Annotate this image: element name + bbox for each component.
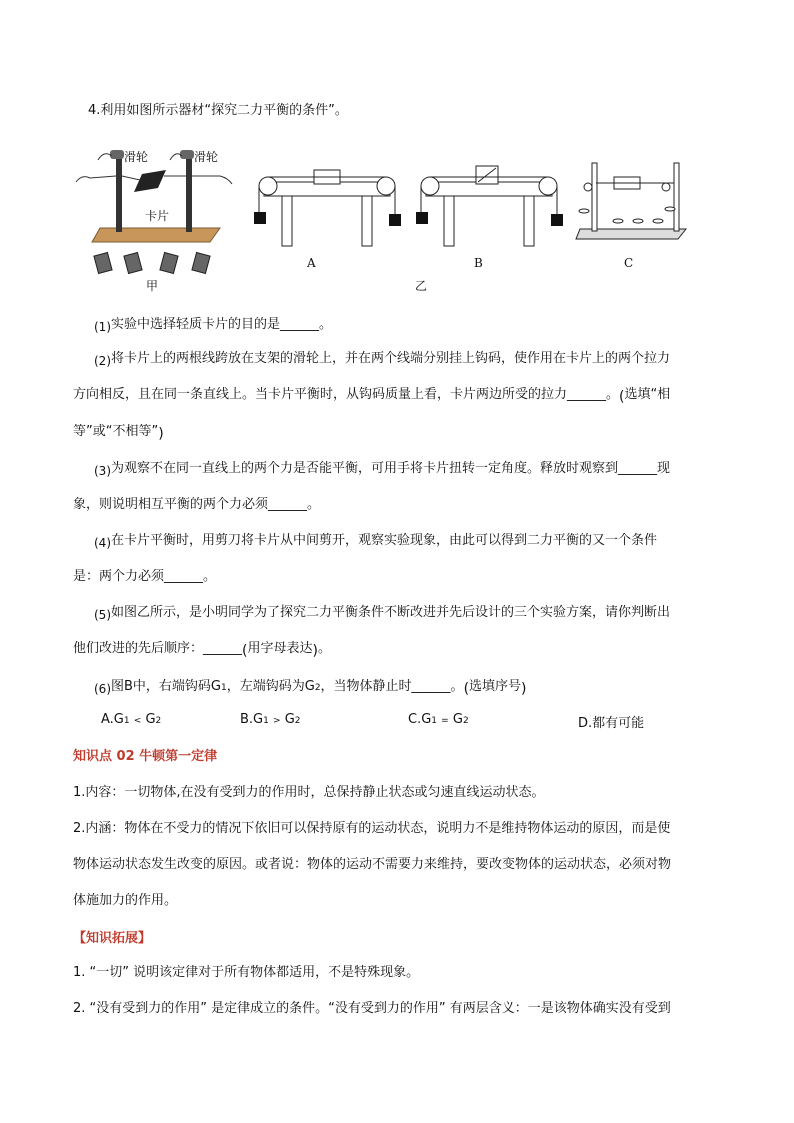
item-3-line-1: (3)为观察不在同一直线上的两个力是否能平衡，可用手将卡片扭转一定角度。释放时观察到______现 xyxy=(94,461,671,478)
option-d: D.都有可能 xyxy=(578,716,645,731)
label-card: 卡片 xyxy=(145,209,170,223)
item-2-line-2: 方向相反，且在同一条直线上。当卡片平衡时，从钩码质量上看，卡片两边所受的拉力______。(选填“相 xyxy=(73,387,671,405)
item-5-line-1: (5)如图乙所示，是小明同学为了探究二力平衡条件不断改进并先后设计的三个实验方案，请你判断出 xyxy=(94,605,671,622)
caption-yi: 乙 xyxy=(415,279,428,293)
option-c: C.G1 = G2 xyxy=(408,712,469,727)
caption-jia: 甲 xyxy=(146,279,159,293)
expand-1: 1. “一切” 说明该定律对于所有物体都适用，不是特殊现象。 xyxy=(73,965,420,980)
item-1: (1)实验中选择轻质卡片的目的是______。 xyxy=(94,317,333,334)
caption-a: A xyxy=(307,256,316,270)
option-a: A.G1 < G2 xyxy=(101,712,162,727)
content-2-line-1: 2.内涵：物体在不受力的情况下依旧可以保持原有的运动状态，说明力不是维持物体运动的原因，而是使 xyxy=(73,821,671,836)
item-5-line-2: 他们改进的先后顺序：______(用字母表达)。 xyxy=(73,641,331,659)
question-title: 4.利用如图所示器材“探究二力平衡的条件”。 xyxy=(88,103,348,118)
item-4-line-2: 是：两个力必须______。 xyxy=(73,569,217,584)
caption-c: C xyxy=(624,256,634,270)
option-b: B.G1 > G2 xyxy=(240,712,301,727)
label-pulley-right: 滑轮 xyxy=(194,150,219,164)
item-2-line-3: 等”或“不相等”) xyxy=(73,424,164,442)
item-4-line-1: (4)在卡片平衡时，用剪刀将卡片从中间剪开，观察实验现象，由此可以得到二力平衡的又一个条件 xyxy=(94,533,658,550)
item-3-line-2: 象，则说明相互平衡的两个力必须______。 xyxy=(73,497,321,512)
expand-heading: 【知识拓展】 xyxy=(73,931,152,946)
item-2-line-1: (2)将卡片上的两根线跨放在支架的滑轮上，并在两个线端分别挂上钩码，使作用在卡片上的两个拉力 xyxy=(94,351,671,368)
figure-yi-c xyxy=(574,155,694,245)
item-6: (6)图B中，右端钩码G1，左端钩码为G2，当物体静止时______。(选填序号) xyxy=(94,679,527,697)
content-1: 1.内容：一切物体,在没有受到力的作用时，总保持静止状态或匀速直线运动状态。 xyxy=(73,785,545,800)
content-2-line-2: 物体运动状态发生改变的原因。或者说：物体的运动不需要力来维持，要改变物体的运动状态，必须对物 xyxy=(73,857,672,872)
label-pulley-left: 滑轮 xyxy=(124,150,149,164)
figure-yi-b xyxy=(414,162,564,252)
content-2-line-3: 体施加力的作用。 xyxy=(73,893,178,908)
expand-2: 2. “没有受到力的作用” 是定律成立的条件。“没有受到力的作用” 有两层含义：一是该物体确实没有受到 xyxy=(73,1001,671,1016)
figure-yi-a xyxy=(252,162,402,252)
section-heading: 知识点 02 牛顿第一定律 xyxy=(73,749,218,764)
caption-b: B xyxy=(474,256,483,270)
